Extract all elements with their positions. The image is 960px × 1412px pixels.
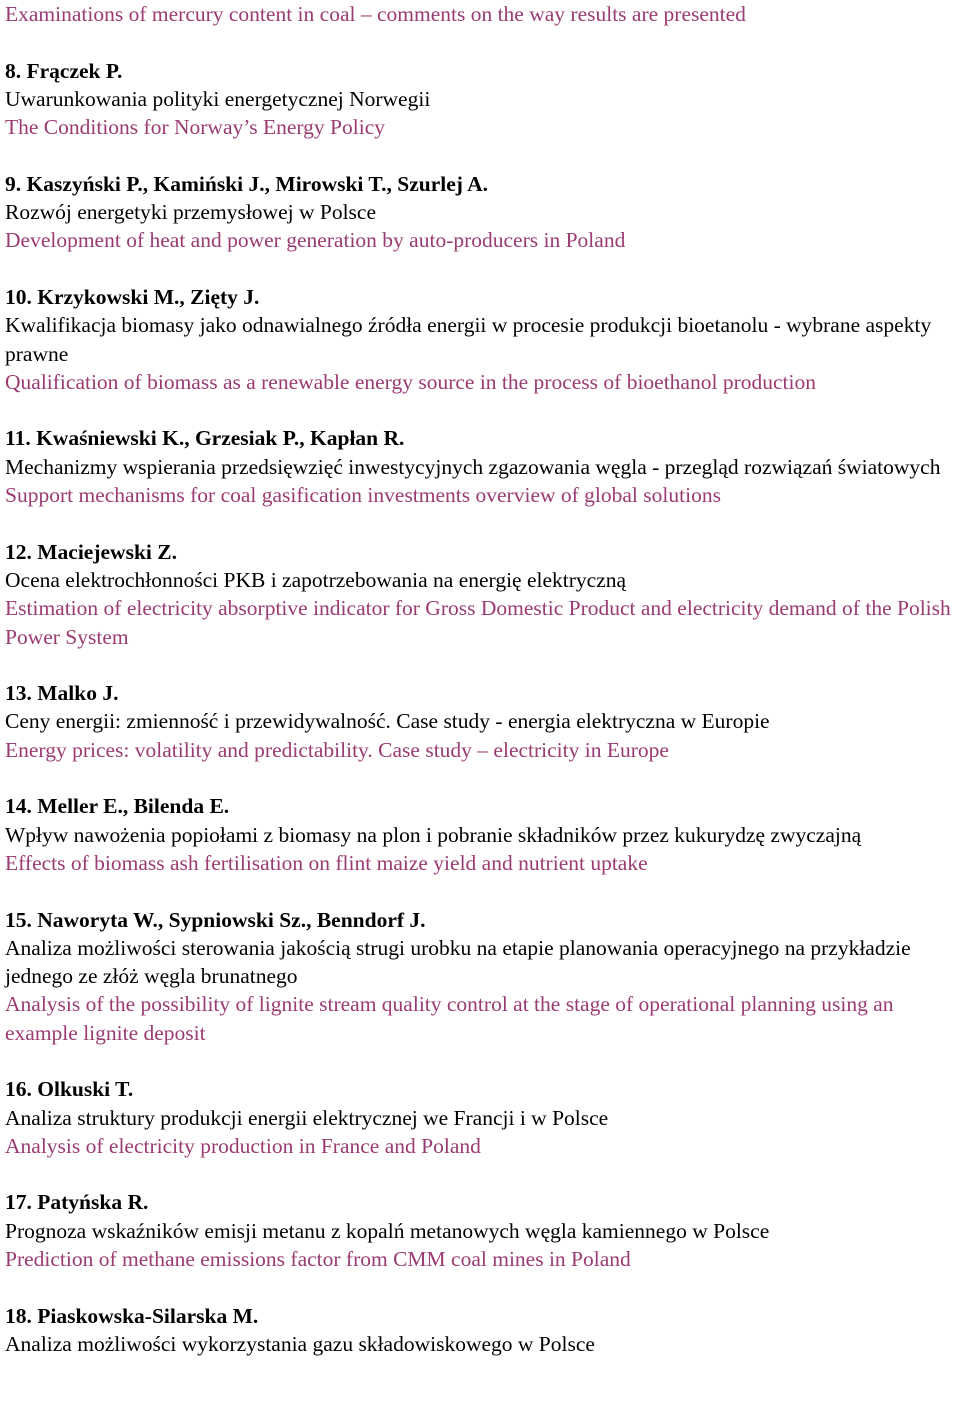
entry-8 <box>5 57 955 142</box>
entry-english-title: Estimation of electricity absorptive indicator for Gross Domestic Product and electricity demand of the Polish Power System <box>5 596 951 649</box>
entry-18 <box>5 1302 955 1359</box>
entry-english-title: Analysis of the possibility of lignite stream quality control at the stage of operational planning using an example lignite deposit <box>5 992 894 1045</box>
entry-authors: 17. Patyńska R. <box>5 1190 149 1215</box>
entry-polish-title: Ceny energii: zmienność i przewidywalność. Case study - energia elektryczna w Europie <box>5 709 770 734</box>
entry-english-title: Qualification of biomass as a renewable energy source in the process of bioethanol production <box>5 369 816 394</box>
entry-11 <box>5 424 955 509</box>
entry-16 <box>5 1075 955 1160</box>
entry-13 <box>5 679 955 764</box>
entry-15 <box>5 906 955 1047</box>
entry-12 <box>5 538 955 651</box>
entry-english-title: Effects of biomass ash fertilisation on flint maize yield and nutrient uptake <box>5 850 648 875</box>
entry-authors: 13. Malko J. <box>5 681 119 706</box>
entry-english-title: Analysis of electricity production in France and Poland <box>5 1133 481 1158</box>
entry-english-title: Support mechanisms for coal gasification investments overview of global solutions <box>5 483 721 508</box>
entry-polish-title: Rozwój energetyki przemysłowej w Polsce <box>5 200 376 225</box>
entry-polish-title: Analiza możliwości wykorzystania gazu składowiskowego w Polsce <box>5 1331 595 1356</box>
entry-polish-title: Uwarunkowania polityki energetycznej Norwegii <box>5 86 431 111</box>
entry-authors: 8. Frączek P. <box>5 58 123 83</box>
entry-english-title: Prediction of methane emissions factor from CMM coal mines in Poland <box>5 1247 631 1272</box>
entry-english-title: Energy prices: volatility and predictability. Case study – electricity in Europe <box>5 737 669 762</box>
entry-authors: 18. Piaskowska-Silarska M. <box>5 1303 259 1328</box>
entry-14 <box>5 792 955 877</box>
entry-authors: 16. Olkuski T. <box>5 1077 134 1102</box>
entry-9 <box>5 170 955 255</box>
entry-english-title: Development of heat and power generation by auto-producers in Poland <box>5 228 626 253</box>
entry-authors: 10. Krzykowski M., Zięty J. <box>5 284 260 309</box>
previous-entry-english-title: Examinations of mercury content in coal – comments on the way results are presented <box>5 2 746 26</box>
entry-authors: 14. Meller E., Bilenda E. <box>5 794 230 819</box>
entry-authors: 15. Naworyta W., Sypniowski Sz., Benndorf J. <box>5 907 426 932</box>
entry-authors: 9. Kaszyński P., Kamiński J., Mirowski T., Szurlej A. <box>5 171 489 196</box>
entry-authors: 11. Kwaśniewski K., Grzesiak P., Kapłan R. <box>5 426 405 451</box>
entry-10 <box>5 283 955 396</box>
entry-polish-title: Analiza możliwości sterowania jakością strugi urobku na etapie planowania operacyjnego na przykładzie jednego ze złóż węgla brunatnego <box>5 935 911 989</box>
entry-polish-title: Prognoza wskaźników emisji metanu z kopalń metanowych węgla kamiennego w Polsce <box>5 1218 770 1243</box>
entry-polish-title: Ocena elektrochłonności PKB i zapotrzebowania na energię elektryczną <box>5 567 627 592</box>
entry-authors: 12. Maciejewski Z. <box>5 539 177 564</box>
entry-17 <box>5 1188 955 1273</box>
entry-polish-title: Wpływ nawożenia popiołami z biomasy na plon i pobranie składników przez kukurydzę zwyczajną <box>5 822 862 847</box>
entry-polish-title: Kwalifikacja biomasy jako odnawialnego źródła energii w procesie produkcji bioetanolu - wybrane aspekty prawne <box>5 313 932 366</box>
entry-english-title: The Conditions for Norway’s Energy Policy <box>5 115 385 140</box>
entry-polish-title: Mechanizmy wspierania przedsięwzięć inwestycyjnych zgazowania węgla - przegląd rozwiązań światowych <box>5 454 941 479</box>
entry-polish-title: Analiza struktury produkcji energii elektrycznej we Francji i w Polsce <box>5 1105 609 1130</box>
